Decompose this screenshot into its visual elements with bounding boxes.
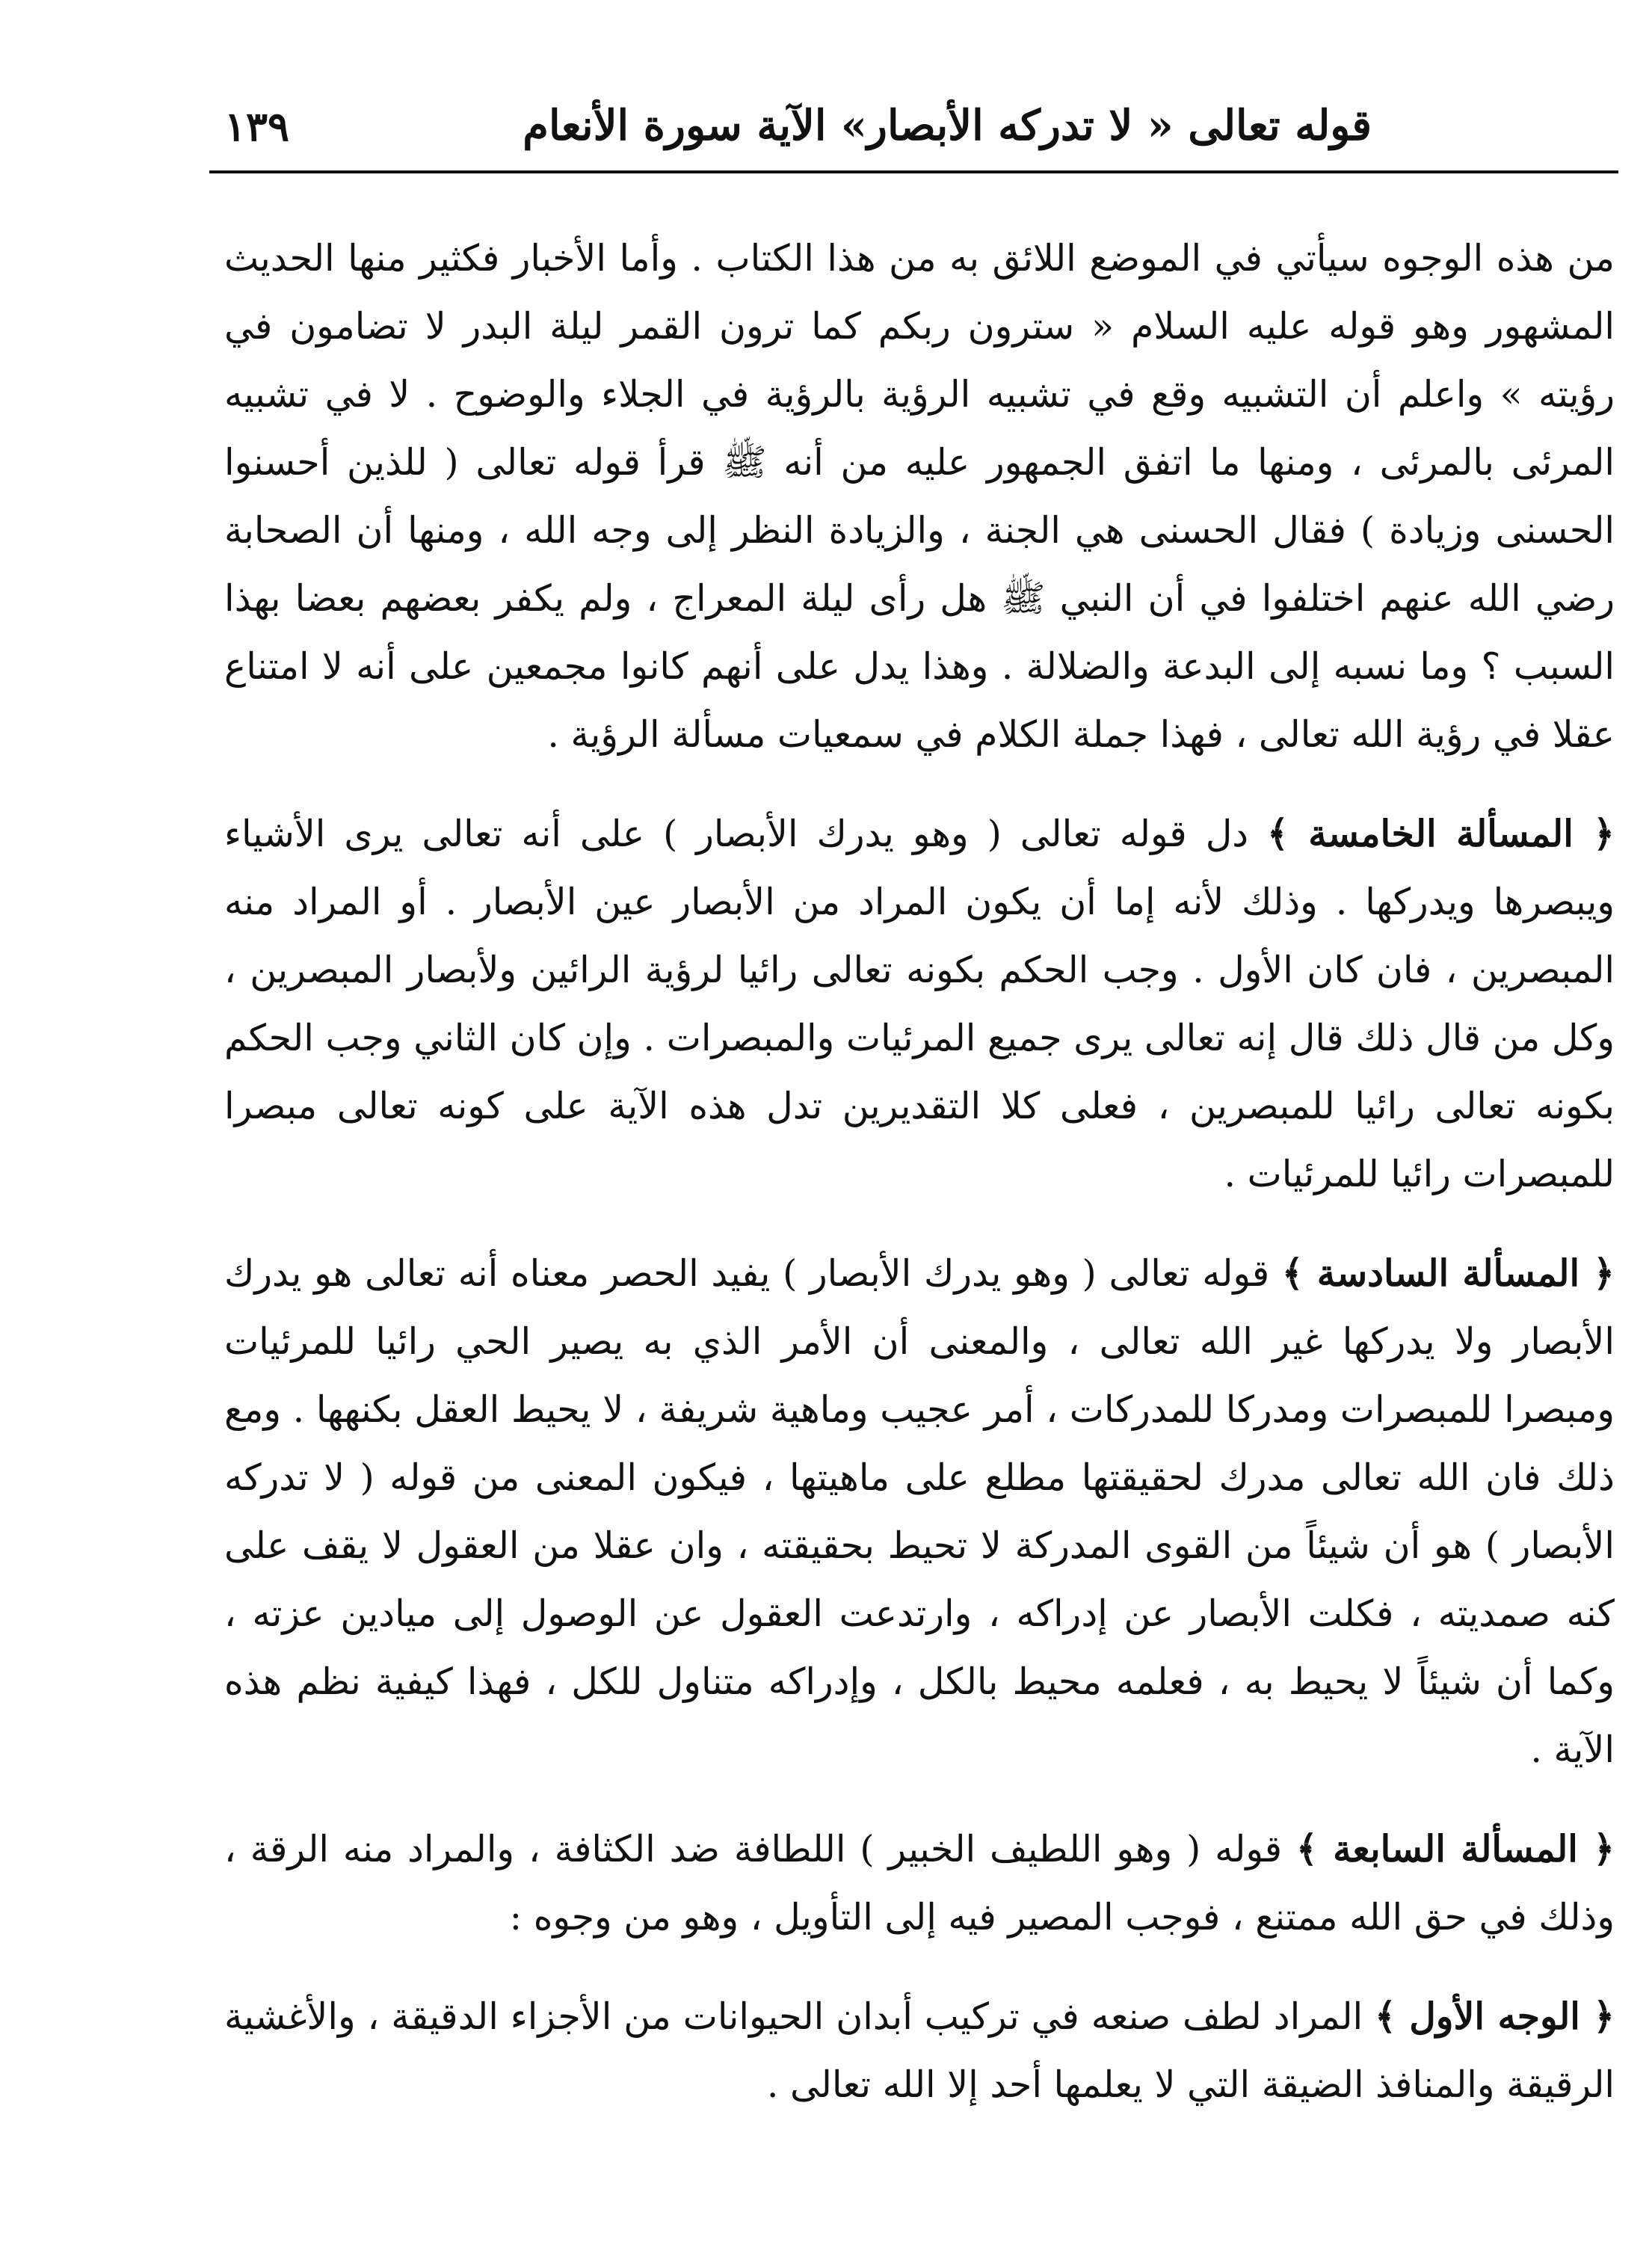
header-rule: [209, 170, 1618, 173]
section-heading: ﴿ المسألة السابعة ﴾: [1295, 1827, 1615, 1870]
paragraph-first-aspect: [224, 1983, 1615, 2119]
body-text: [224, 224, 1615, 2150]
paragraph-seventh-issue: [224, 1815, 1615, 1951]
paragraph-text: من هذه الوجوه سيأتي في الموضع اللائق به من هذا الكتاب . وأما الأخبار فكثير منها الحديث المشهور وهو قوله عليه السلام « سترون ربكم كما ترون القمر ليلة البدر لا تضامون في رؤيته » واعلم أن التشبيه وقع في تشبيه الرؤية بالرؤية في الجلاء والوضوح . لا في تشبيه المرئى بالمرئى ، ومنها ما اتفق الجمهور عليه من أنه ﷺ قرأ قوله تعالى ( للذين أحسنوا الحسنى وزيادة ) فقال الحسنى هي الجنة ، والزيادة النظر إلى وجه الله ، ومنها أن الصحابة رضي الله عنهم اختلفوا في أن النبي ﷺ هل رأى ليلة المعراج ، ولم يكفر بعضهم بعضا بهذا السبب ؟ وما نسبه إلى البدعة والضلالة . وهذا يدل على أنهم كانوا مجمعين على أنه لا امتناع عقلا في رؤية الله تعالى ، فهذا جملة الكلام في سمعيات مسألة الرؤية .: [224, 237, 1615, 756]
page-header: [224, 86, 1618, 168]
section-heading: ﴿ الوجه الأول ﴾: [1375, 1995, 1615, 2038]
paragraph-text: قوله تعالى ( وهو يدرك الأبصار ) يفيد الحصر معناه أنه تعالى هو يدرك الأبصار ولا يدركها غير الله تعالى ، والمعنى أن الأمر الذي به يصير الحي رائيا للمرئيات ومبصرا للمبصرات ومدركا للمدركات ، أمر عجيب وماهية شريفة ، لا يحيط العقل بكنهها . ومع ذلك فان الله تعالى مدرك لحقيقتها مطلع على ماهيتها ، فيكون المعنى من قوله ( لا تدركه الأبصار ) هو أن شيئاً من القوى المدركة لا تحيط بحقيقته ، وان عقلا من العقول لا يقف على كنه صمديته ، فكلت الأبصار عن إدراكه ، وارتدعت العقول عن الوصول إلى ميادين عزته ، وكما أن شيئاً لا يحيط به ، فعلمه محيط بالكل ، وإدراكه متناول للكل ، فهذا كيفية نظم هذه الآية .: [224, 1252, 1615, 1771]
paragraph-intro: [224, 224, 1615, 769]
section-heading: ﴿ المسألة الخامسة ﴾: [1267, 812, 1615, 855]
paragraph-text: دل قوله تعالى ( وهو يدرك الأبصار ) على أنه تعالى يرى الأشياء ويبصرها ويدركها . وذلك لأنه إما أن يكون المراد من الأبصار عين الأبصار . أو المراد منه المبصرين ، فان كان الأول . وجب الحكم بكونه تعالى رائيا لرؤية الرائين ولأبصار المبصرين ، وكل من قال ذلك قال إنه تعالى يرى جميع المرئيات والمبصرات . وإن كان الثاني وجب الحكم بكونه تعالى رائيا للمبصرين ، فعلى كلا التقديرين تدل هذه الآية على كونه تعالى مبصرا للمبصرات رائيا للمرئيات .: [224, 813, 1615, 1195]
paragraph-text: المراد لطف صنعه في تركيب أبدان الحيوانات من الأجزاء الدقيقة ، والأغشية الرقيقة والمنافذ الضيقة التي لا يعلمها أحد إلا الله تعالى .: [224, 1995, 1615, 2106]
section-heading: ﴿ المسألة السادسة ﴾: [1281, 1251, 1615, 1295]
paragraph-fifth-issue: [224, 800, 1615, 1208]
running-title: قوله تعالى « لا تدركه الأبصار» الآية سورة الأنعام: [523, 101, 1372, 150]
paragraph-text: قوله ( وهو اللطيف الخبير ) اللطافة ضد الكثافة ، والمراد منه الرقة ، وذلك في حق الله ممتنع ، فوجب المصير فيه إلى التأويل ، وهو من وجوه :: [224, 1828, 1615, 1939]
paragraph-sixth-issue: [224, 1240, 1615, 1784]
page-number: ١٣٩: [224, 102, 290, 150]
